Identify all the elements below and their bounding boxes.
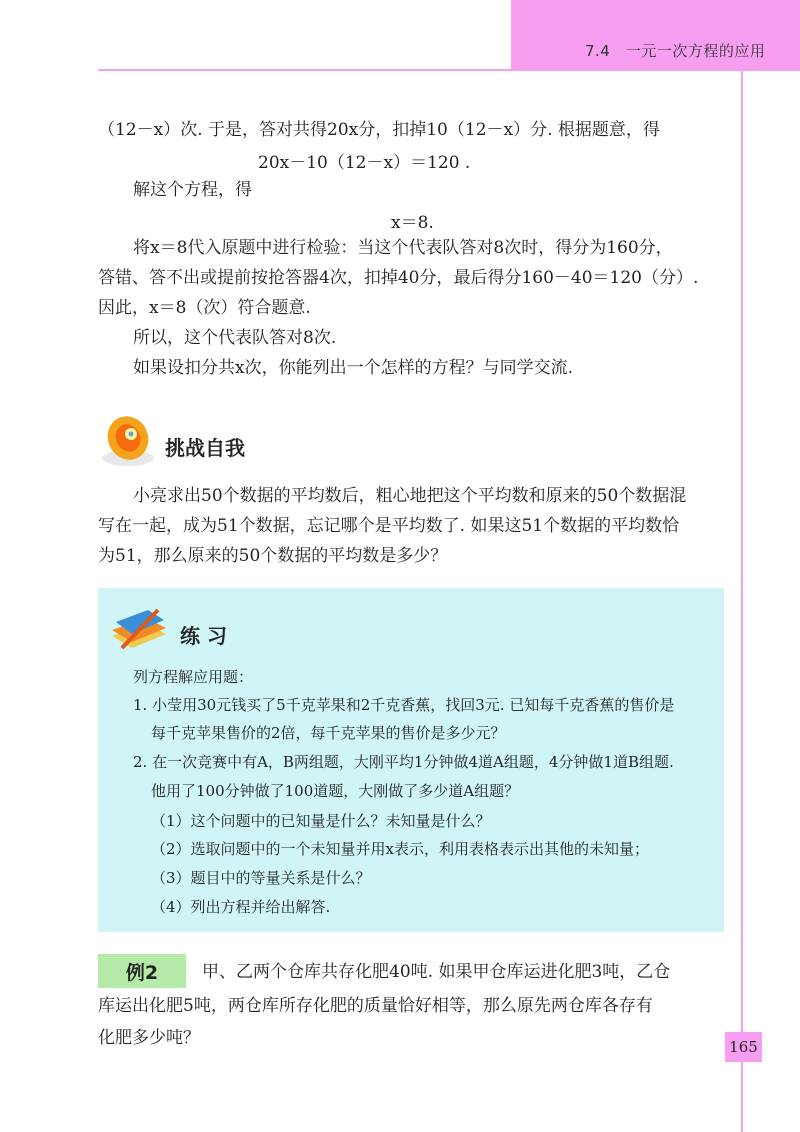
example-line-3: 化肥多少吨？ <box>98 1028 200 1048</box>
section-header: 7.4 一元一次方程的应用 <box>585 42 766 60</box>
exercise-q1-line2: 每千克苹果售价的2倍，每千克苹果的售价是多少元？ <box>151 724 506 742</box>
margin-rule <box>741 70 743 1132</box>
exercise-q1-line1: 1. 小莹用30元钱买了5千克苹果和2千克香蕉，找回3元. 已知每千克香蕉的售价是 <box>133 696 675 714</box>
challenge-line-3: 为51，那么原来的50个数据的平均数是多少？ <box>98 546 448 566</box>
exercise-q2-line2: 他用了100分钟做了100道题，大刚做了多少道A组题？ <box>151 782 520 800</box>
challenge-line-2: 写在一起，成为51个数据，忘记哪个是平均数了. 如果这51个数据的平均数恰 <box>98 516 680 536</box>
header-rule <box>98 69 800 71</box>
equation-2: x＝8. <box>391 213 434 233</box>
disc-icon <box>98 410 158 470</box>
body-line-7: 如果设扣分共x次，你能列出一个怎样的方程？与同学交流. <box>133 358 573 378</box>
exercise-q2-sub3: （3）题目中的等量关系是什么？ <box>151 869 371 887</box>
challenge-title: 挑战自我 <box>165 436 245 460</box>
body-line-6: 所以，这个代表队答对8次. <box>133 328 337 348</box>
exercise-q2-sub4: （4）列出方程并给出解答. <box>151 898 331 916</box>
exercise-q2-line1: 2. 在一次竞赛中有A，B两组题，大刚平均1分钟做4道A组题，4分钟做1道B组题. <box>133 753 674 771</box>
exercise-title: 练 习 <box>180 624 227 648</box>
example-badge <box>98 954 186 988</box>
example-line-1: 甲、乙两个仓库共存化肥40吨. 如果甲仓库运进化肥3吨，乙仓 <box>202 962 671 982</box>
exercise-q2-sub1: （1）这个问题中的已知量是什么？未知量是什么？ <box>151 812 491 830</box>
example-line-2: 库运出化肥5吨，两仓库所存化肥的质量恰好相等，那么原先两仓库各存有 <box>98 996 653 1016</box>
body-line-4: 答错、答不出或提前按抢答器4次，扣掉40分，最后得分160－40＝120（分）. <box>98 268 699 288</box>
page-number: 165 <box>729 1038 758 1056</box>
exercise-q2-sub2: （2）选取问题中的一个未知量并用x表示，利用表格表示出其他的未知量； <box>151 840 650 858</box>
body-line-2: 解这个方程，得 <box>133 180 252 200</box>
equation-1: 20x－10（12－x）＝120 . <box>258 153 471 173</box>
body-line-3: 将x＝8代入原题中进行检验：当这个代表队答对8次时，得分为160分， <box>133 238 673 258</box>
example-label: 例2 <box>125 962 159 984</box>
exercise-intro: 列方程解应用题： <box>133 668 254 686</box>
page-number-box <box>725 1032 762 1062</box>
books-pencil-icon <box>108 604 170 652</box>
body-line-5: 因此，x＝8（次）符合题意. <box>98 298 311 318</box>
body-line-1: （12－x）次. 于是，答对共得20x分，扣掉10（12－x）分. 根据题意，得 <box>98 120 660 140</box>
challenge-line-1: 小亮求出50个数据的平均数后，粗心地把这个平均数和原来的50个数据混 <box>133 486 687 506</box>
